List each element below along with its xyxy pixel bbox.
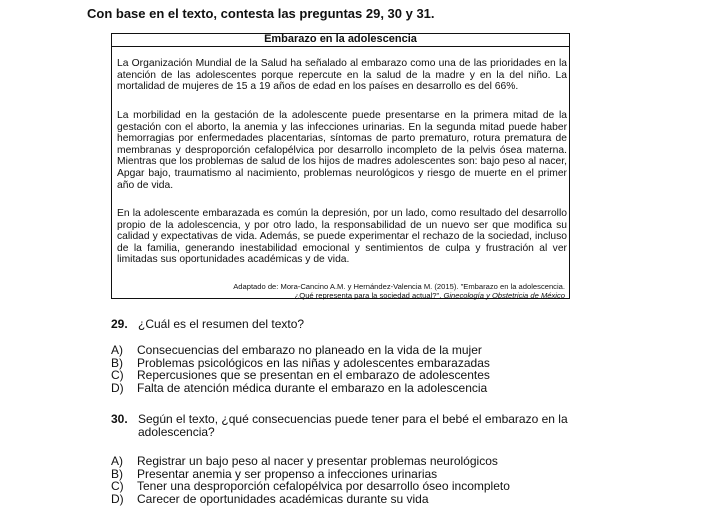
option-d[interactable] (111, 493, 510, 506)
reading-title: Embarazo en la adolescencia (112, 34, 569, 47)
reading-paragraph: En la adolescente embarazada es común la depresión, por un lado, como resultado del desarrollo propio de la adolescencia, y por otro lado, la responsabilidad de un nuevo ser que modifica su calidad y expectativas de vida. Además, se puede experimentar el rechazo de la sociedad, incluso de la familia, generando inestabilidad emocional y sentimientos de culpa y frustración al ver limitadas sus oportunidades académicas y de vida. (117, 208, 567, 266)
question-number: 29. (111, 317, 128, 331)
option-letter: D) (111, 380, 124, 395)
option-text: Carecer de oportunidades académicas durante su vida (137, 491, 429, 506)
option-letter: A) (111, 454, 123, 468)
question-30 (111, 413, 581, 439)
option-c[interactable] (111, 480, 510, 493)
option-letter: B) (111, 466, 123, 481)
option-text: Tener una desproporción cefalopélvica por desarrollo óseo incompleto (137, 479, 510, 493)
option-text: Presentar anemia y ser propenso a infecciones urinarias (137, 466, 438, 481)
source-citation (125, 282, 565, 300)
option-text: Registrar un bajo peso al nacer y presentar problemas neurológicos (137, 454, 498, 468)
option-text: Consecuencias del embarazo no planeado en la vida de la mujer (137, 343, 482, 357)
option-c[interactable] (111, 369, 490, 382)
option-letter: B) (111, 355, 123, 370)
option-letter: A) (111, 343, 123, 357)
question-29 (111, 318, 304, 331)
source-plain: ¿Qué representa para la sociedad actual?". (294, 291, 442, 300)
option-a[interactable] (111, 344, 490, 357)
option-text: Problemas psicológicos en las niñas y adolescentes embarazadas (137, 355, 490, 370)
option-a[interactable] (111, 455, 510, 468)
option-d[interactable] (111, 382, 490, 395)
option-letter: C) (111, 479, 124, 493)
source-line-1: Adaptado de: Mora-Cancino A.M. y Hernández-Valencia M. (2015). "Embarazo en la adolescencia. (233, 282, 565, 291)
source-line-2 (125, 291, 565, 300)
option-text: Falta de atención médica durante el embarazo en la adolescencia (137, 380, 488, 395)
options-29 (111, 344, 490, 394)
question-stem: Según el texto, ¿qué consecuencias puede tener para el bebé el embarazo en la adolescencia? (138, 412, 568, 439)
question-stem: ¿Cuál es el resumen del texto? (138, 317, 305, 331)
reading-box (111, 33, 570, 299)
option-letter: C) (111, 368, 124, 382)
reading-paragraph: La morbilidad en la gestación de la adolescente puede presentarse en la primera mitad de la gestación con el aborto, la anemia y las infecciones urinarias. En la segunda mitad puede haber hemorragias por enfermedades placentarias, síntomas de parto prematuro, rotura prematura de membranas y desproporción cefalopélvica por desarrollo incompleto de la pelvis ósea materna. Mientras que los problemas de salud de los hijos de madres adolescentes son: bajo peso al nacer, Apgar bajo, traumatismo al nacimiento, problemas neurológicos y riesgo de muerte en el primer año de vida. (117, 110, 567, 191)
options-30 (111, 455, 510, 505)
reading-paragraph: La Organización Mundial de la Salud ha señalado al embarazo como una de las prioridades en la atención de las adolescentes porque repercute en la salud de la madre y en la del niño. La mortalidad de mujeres de 15 a 19 años de edad en los países en desarrollo es del 66%. (117, 58, 567, 93)
instruction-heading: Con base en el texto, contesta las preguntas 29, 30 y 31. (87, 6, 435, 21)
option-letter: D) (111, 491, 124, 506)
question-number: 30. (111, 412, 128, 426)
source-journal: Ginecología y Obstetricia de México (443, 291, 565, 300)
option-text: Repercusiones que se presentan en el embarazo de adolescentes (137, 368, 490, 382)
